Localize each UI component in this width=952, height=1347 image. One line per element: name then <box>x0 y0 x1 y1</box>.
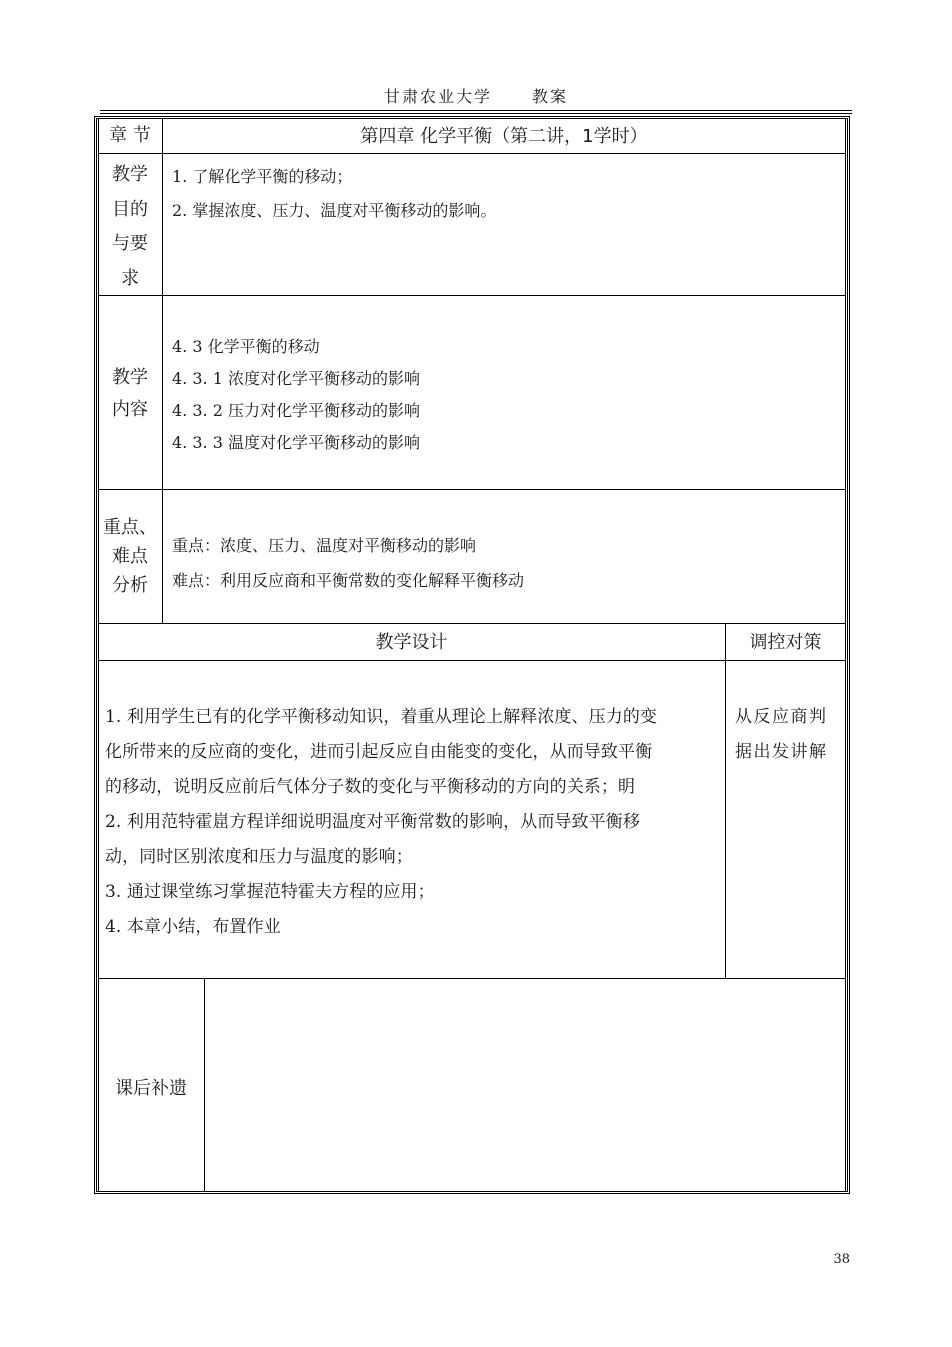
objective-item: 2. 掌握浓度、压力、温度对平衡移动的影响。 <box>172 201 497 220</box>
strategy-header: 调控对策 <box>749 632 822 653</box>
row-divider <box>98 660 846 661</box>
key-points-label-line: 难点 <box>112 546 148 567</box>
strategy-content <box>735 700 843 770</box>
objectives-label-line: 目的 <box>112 198 148 220</box>
objectives-label-line: 教学 <box>112 164 148 185</box>
key-point-item: 重点：浓度、压力、温度对平衡移动的影响 <box>172 536 477 555</box>
design-header: 教学设计 <box>375 632 448 653</box>
strategy-line: 从反应商判 <box>735 707 828 727</box>
header-rule <box>100 113 852 114</box>
design-line: 化所带来的反应商的变化，进而引起反应自由能变的变化，从而导致平衡 <box>105 742 653 762</box>
objectives-label <box>98 158 162 296</box>
chapter-label: 章 节 <box>109 125 151 146</box>
content-label <box>98 362 162 426</box>
row-divider <box>98 978 846 979</box>
design-line: 的移动，说明反应前后气体分子数的变化与平衡移动的方向的关系；眀 <box>105 777 636 797</box>
content-label-line: 内容 <box>112 399 148 420</box>
school-name: 甘肃农业大学 <box>383 87 492 106</box>
header-rule <box>100 110 852 111</box>
key-points-label-line: 分析 <box>112 575 148 596</box>
design-line: 4. 本章小结，布置作业 <box>105 917 281 937</box>
page-header <box>0 84 952 107</box>
content-label-line: 教学 <box>112 367 148 388</box>
objectives-list <box>172 160 832 228</box>
content-list <box>172 331 832 459</box>
design-line: 2. 利用范特霍崫方程详细说明温度对平衡常数的影响，从而导致平衡移 <box>105 812 640 832</box>
chapter-title: 第四章 化学平衡（第二讲，1学时） <box>360 126 648 147</box>
column-divider <box>725 623 726 978</box>
key-point-item: 难点：利用反应商和平衡常数的变化解释平衡移动 <box>172 571 525 590</box>
content-item: 4. 3. 2 压力对化学平衡移动的影响 <box>172 401 420 420</box>
design-line: 1. 利用学生已有的化学平衡移动知识，着重从理论上解释浓度、压力的变 <box>105 707 658 727</box>
key-points-label-line: 重点、 <box>103 517 157 538</box>
design-line: 动，同时区别浓度和压力与温度的影响； <box>105 847 413 867</box>
objectives-label-line: 求 <box>121 267 139 289</box>
content-item: 4. 3 化学平衡的移动 <box>172 337 320 356</box>
column-divider <box>204 978 205 1192</box>
row-divider <box>98 295 846 296</box>
row-divider <box>98 153 846 154</box>
content-item: 4. 3. 3 温度对化学平衡移动的影响 <box>172 433 420 452</box>
objectives-label-line: 与要 <box>112 233 148 254</box>
content-item: 4. 3. 1 浓度对化学平衡移动的影响 <box>172 369 420 388</box>
supplement-label: 课后补遗 <box>115 1078 187 1099</box>
page-number: 38 <box>833 1252 850 1267</box>
strategy-line: 据出发讲解 <box>735 742 828 762</box>
row-divider <box>98 489 846 490</box>
document-type: 教案 <box>532 87 569 106</box>
key-points-label <box>98 513 162 600</box>
column-divider <box>162 118 163 623</box>
objective-item: 1. 了解化学平衡的移动； <box>172 167 353 186</box>
design-content <box>105 700 723 945</box>
design-line: 3. 通过课堂练习掌握范特霍夫方程的应用； <box>105 882 435 902</box>
key-points-list <box>172 528 832 598</box>
